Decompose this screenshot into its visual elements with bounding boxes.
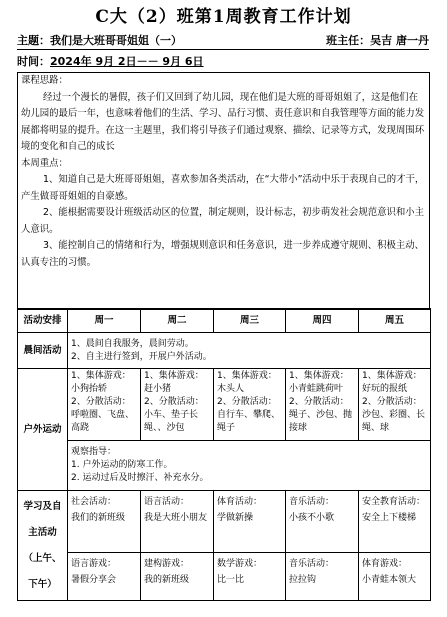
outdoor-cell: 1、集体游戏：赶小猪 2、分散活动：小车、垫子长绳、、沙包: [141, 369, 214, 441]
activity-name: 拉拉钩: [289, 575, 317, 585]
theme-row: [17, 32, 429, 48]
note-line: 2. 运动过后及时擦汗、补充水分。: [71, 473, 209, 483]
intro-heading: 课程思路：: [21, 75, 68, 86]
study-cell: [286, 491, 359, 553]
outdoor-cell: 1、集体游戏：小狗抬轿 2、分散活动：呼啦圈、飞盘、高跷: [68, 369, 141, 441]
teacher-label: 班主任：: [326, 34, 371, 47]
activity-type: 数学游戏：: [217, 559, 263, 569]
activity-type: 社会活动：: [71, 497, 117, 507]
focus-heading: 本周重点：: [21, 157, 68, 169]
activity-type: 语言活动：: [144, 497, 190, 507]
activity-name: 比一比: [217, 575, 245, 585]
activity-type: 体育游戏：: [362, 559, 408, 569]
focus-goal-2: 2、能根据需要设计班级活动区的位置，制定规则，设计标志，初步萌发社会规范意识和小主人意识。: [21, 207, 424, 235]
study-row-1: [18, 491, 431, 553]
divider: [17, 49, 429, 50]
intro-box: [17, 72, 430, 310]
study-label-line: 下午）: [28, 578, 57, 590]
teacher-info: [326, 32, 429, 48]
page-title: C大（2）班第1周教育工作计划: [95, 7, 352, 27]
corner-cell: 活动安排: [18, 309, 68, 333]
day-header: 周一: [68, 309, 141, 333]
study-label-line: 主活动: [28, 526, 57, 538]
outdoor-note-row: [18, 441, 431, 491]
activity-type: 建构游戏：: [144, 559, 190, 569]
focus-goal-1: 1、知道自己是大班哥哥姐姐，喜欢参加各类活动，在“大带小”活动中乐于表现自己的才干，产生做哥哥姐姐的自豪感。: [21, 174, 425, 202]
teacher-value: 吴吉 唐一丹: [370, 34, 429, 47]
note-line: 1. 户外运动的防寒工作。: [71, 460, 173, 470]
focus-goal-3: 3、能控制自己的情绪和行为，增强规则意识和任务意识，进一步养成遵守规则、积极主动、认真专注的习惯。: [21, 240, 424, 268]
study-label-line: 学习及自: [23, 500, 62, 512]
activity-name: 小孩不小歌: [289, 513, 335, 523]
day-header: 周四: [286, 309, 359, 333]
study-cell: [141, 491, 214, 553]
note-line: 观察指导：: [71, 447, 117, 457]
activity-name: 我们的新班级: [71, 513, 126, 523]
study-cell: [359, 491, 431, 553]
study-row-2: [18, 553, 431, 601]
outdoor-label: 户外运动: [18, 369, 68, 491]
activity-name: 安全上下楼梯: [362, 513, 417, 523]
time-value: 2024年 9月 2日－－ 9月 6日: [50, 55, 204, 68]
morning-label: 晨间活动: [18, 333, 68, 369]
morning-row: [18, 333, 431, 369]
outdoor-cell: 1、集体游戏：小青蛙跳荷叶 2、分散活动：绳子、沙包、抛接球: [286, 369, 359, 441]
table-header-row: [18, 309, 431, 333]
activity-type: 音乐活动：: [289, 559, 335, 569]
study-cell: [68, 491, 141, 553]
study-cell: [214, 553, 286, 601]
activity-name: 学做新操: [217, 513, 254, 523]
study-label-line: （上午、: [23, 552, 62, 564]
morning-content: [68, 333, 431, 369]
outdoor-note: [68, 441, 431, 491]
activity-name: 我的新班级: [144, 575, 190, 585]
study-cell: [68, 553, 141, 601]
theme-label: 主题：: [17, 34, 50, 47]
time-row: [17, 53, 429, 69]
day-header: 周二: [141, 309, 214, 333]
study-cell: [141, 553, 214, 601]
activity-name: 小青蛙本领大: [362, 575, 417, 585]
study-cell: [214, 491, 286, 553]
outdoor-cell: 1、集体游戏：木头人 2、分散活动：自行车、攀爬、绳子: [214, 369, 286, 441]
activity-type: 语言游戏：: [71, 559, 117, 569]
day-header: 周五: [359, 309, 431, 333]
activity-name: 暑假分享会: [71, 575, 117, 585]
time-label: 时间：: [17, 55, 50, 68]
activity-type: 体育活动：: [217, 497, 263, 507]
morning-line: 2、自主进行签到，开展户外活动。: [71, 351, 212, 362]
theme-value: 我们是大班哥哥姐姐（一）: [50, 34, 182, 47]
study-cell: [286, 553, 359, 601]
outdoor-row: [18, 369, 431, 441]
morning-line: 1、晨间自我服务，晨间劳动。: [71, 338, 194, 349]
schedule-table: [17, 308, 431, 601]
day-header: 周三: [214, 309, 286, 333]
study-label: [18, 491, 68, 601]
outdoor-cell: 1、集体游戏：好玩的报纸 2、分散活动：沙包、彩圈、长绳、球: [359, 369, 431, 441]
activity-type: 安全教育活动：: [362, 497, 426, 507]
study-cell: [359, 553, 431, 601]
intro-paragraph: 经过一个漫长的暑假，孩子们又回到了幼儿园，现在他们是大班的哥哥姐姐了，这是他们在幼儿园的最后一年，也意味着他们的生活、学习、品行习惯、责任意识和自我管理等方面的能力发展都将明显的提升。在这一主题里，我们将引导孩子们通过观察、描绘、记录等方式，发现周围环境的变化和自己的成长: [21, 91, 425, 152]
activity-type: 音乐活动：: [289, 497, 335, 507]
activity-name: 我是大班小朋友: [144, 513, 208, 523]
